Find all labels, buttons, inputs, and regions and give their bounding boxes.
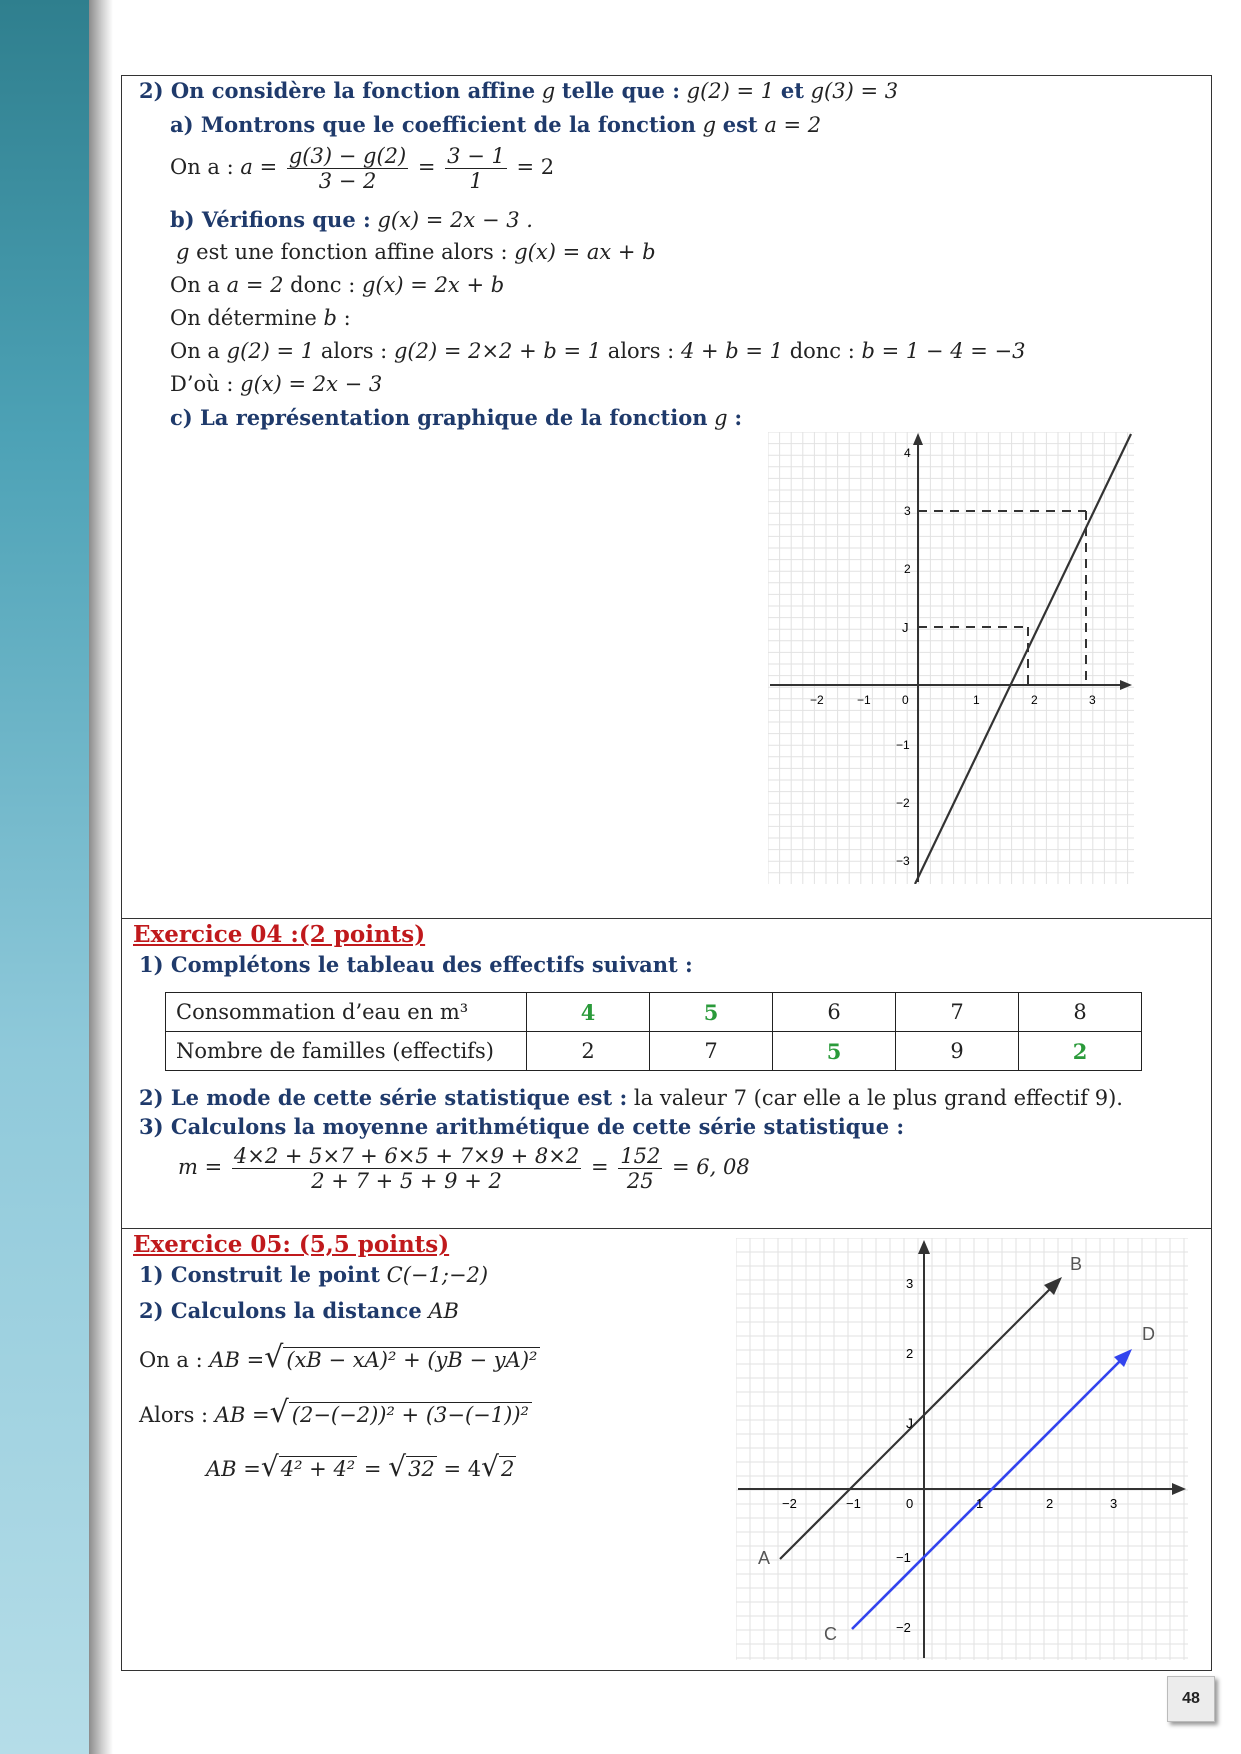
page-number: 48: [1167, 1676, 1215, 1722]
graph1-ytick-m3: −3: [896, 854, 910, 868]
graph1-xtick-minus2: −2: [810, 693, 824, 707]
q2b-l4-e3: 4 + b = 1: [680, 339, 783, 363]
fraction-1-num: g(3) − g(2): [288, 144, 407, 168]
graph1-ytick-m1: −1: [896, 738, 910, 752]
sqrt-sign: √: [388, 1450, 407, 1483]
mean-fraction-2-den: 25: [626, 1169, 654, 1193]
q2c-label: c) La représentation graphique de la fonction: [170, 405, 708, 430]
graph2-ytick-m1: −1: [896, 1550, 911, 1565]
func-g: g: [702, 113, 717, 137]
q2b-line5: [170, 372, 382, 396]
func-g: g: [541, 79, 556, 103]
ex5-q2-text: 2) Calculons la distance: [139, 1298, 422, 1323]
table-cell: 6: [773, 993, 896, 1032]
q2-cond2: g(3) = 3: [810, 79, 899, 103]
ex5-l2-radicand: (2−(−2))² + (3−(−1))²: [289, 1402, 532, 1427]
q2b-expr: g(x) = 2x − 3 .: [377, 208, 533, 232]
mean-fraction-den: 2 + 7 + 5 + 9 + 2: [311, 1169, 502, 1193]
q2b-l4-alors2: alors :: [607, 339, 675, 363]
ex5-l1: [139, 1340, 540, 1375]
q2b-l2-donc: donc :: [290, 273, 356, 297]
sqrt-sign: √: [481, 1450, 499, 1483]
ex5-l2-lhs: AB =: [214, 1403, 270, 1427]
q2b-line2: [170, 273, 504, 297]
q2b-l5-text: D’où :: [170, 372, 234, 396]
q2b-l5-expr: g(x) = 2x − 3: [240, 372, 383, 396]
table-cell: 2: [1019, 1032, 1142, 1071]
eq-sign: =: [363, 1457, 382, 1481]
ex5-l2: [139, 1395, 532, 1430]
graph1-ytick-3: 3: [904, 504, 911, 518]
point-label-b: B: [1070, 1254, 1083, 1274]
q2a-est: est: [722, 112, 758, 137]
ex5-title: [133, 1231, 449, 1258]
q2-cond1: g(2) = 1: [686, 79, 775, 103]
mean-fraction-2: [618, 1144, 662, 1193]
q2a-value: a = 2: [764, 113, 822, 137]
graph2-xtick-m1: −1: [846, 1496, 861, 1511]
table-cell: 9: [896, 1032, 1019, 1071]
table-cell: 2: [527, 1032, 650, 1071]
point-label-a: A: [758, 1548, 771, 1568]
q2b-l4-e1: g(2) = 1: [226, 339, 315, 363]
sqrt-sign: √: [264, 1340, 284, 1375]
q2a-label: a) Montrons que le coefficient de la fonction: [170, 112, 696, 137]
ex5-q1-point: C(−1;−2): [386, 1263, 489, 1287]
ex4-q3-label: 3) Calculons la moyenne arithmétique de cette série statistique :: [139, 1114, 905, 1139]
ex4-q3: [139, 1114, 904, 1139]
graph2-xtick-2: 2: [1046, 1496, 1054, 1511]
graph1-xtick-2: 2: [1031, 693, 1038, 707]
q2a-line: [170, 112, 821, 137]
ex5-q2-ab: AB: [428, 1299, 459, 1323]
graph1-xtick-0: 0: [902, 693, 909, 707]
ex4-q2-label: 2) Le mode de cette série statistique est :: [139, 1085, 628, 1110]
q2b-l3-colon: :: [343, 306, 351, 330]
q2a-ona: On a :: [170, 155, 234, 179]
q2-telle-que: telle que :: [561, 78, 680, 103]
graph2-y-arrow: [918, 1240, 930, 1254]
graph2-ytick-3: 3: [906, 1276, 914, 1291]
fraction-1: [287, 144, 408, 193]
q2c-line: [170, 405, 742, 430]
table-cell: 7: [650, 1032, 773, 1071]
ex5-title-text: Exercice 05: (5,5 points): [133, 1231, 450, 1258]
q2b-label: b) Vérifions que :: [170, 207, 371, 232]
graph1-grid: [768, 432, 1134, 884]
fraction-2: [445, 144, 507, 193]
q2a-result: = 2: [516, 155, 555, 179]
q2b-l2-expr: g(x) = 2x + b: [361, 273, 505, 297]
q2a-a-eq: a =: [240, 155, 278, 179]
q2b-l4-alors: alors :: [320, 339, 388, 363]
ex5-l3-radicand3: 2: [500, 1457, 515, 1481]
graph2-ytick-2: 2: [906, 1346, 914, 1361]
table-row: [166, 1032, 1142, 1071]
q2b-l4-text: On a: [170, 339, 220, 363]
graph1-ytick-2: 2: [904, 562, 911, 576]
graph1-ytick-j: J: [902, 620, 909, 635]
table-row: [166, 993, 1142, 1032]
q2b-l2-text: On a: [170, 273, 220, 297]
q2b-l3-b: b: [323, 306, 337, 330]
table-cell: 5: [650, 993, 773, 1032]
q2b-l4-e4: b = 1 − 4 = −3: [861, 339, 1026, 363]
ex4-q2: [139, 1085, 1123, 1110]
table-cell: 8: [1019, 993, 1142, 1032]
q2b-line3: [170, 306, 351, 330]
func-g: g: [714, 406, 728, 430]
side-band-shadow: [89, 0, 113, 1754]
q2b-l4-donc: donc :: [789, 339, 855, 363]
table-row-head: Consommation d’eau en m³: [166, 993, 527, 1032]
ex4-q1-text: 1) Complétons le tableau des effectifs suivant :: [139, 952, 693, 977]
q2a-calc: [170, 144, 554, 193]
ex4-title-text: Exercice 04 :(2 points): [133, 921, 426, 948]
graph1-xtick-1: 1: [973, 693, 980, 707]
sqrt-sign: √: [260, 1450, 279, 1483]
q2b-line4: [170, 339, 1025, 363]
graph2-xtick-0: 0: [906, 1496, 914, 1511]
graph2-xtick-3: 3: [1110, 1496, 1118, 1511]
ex4-q2-text: la valeur 7 (car elle a le plus grand effectif 9).: [633, 1086, 1123, 1110]
q2b-line: [170, 207, 533, 232]
graph2-ytick-j: J: [906, 1415, 913, 1431]
q2-title: 2) On considère la fonction affine: [139, 78, 536, 103]
graph2-xtick-1: 1: [976, 1496, 984, 1511]
q2b-line1: [176, 240, 656, 264]
table-cell: 4: [527, 993, 650, 1032]
ex5-l1-lhs: AB =: [209, 1348, 265, 1372]
ex4-q1: [139, 952, 693, 977]
ex5-l3-radicand1: 4² + 4²: [280, 1457, 356, 1481]
mean-result: = 6, 08: [672, 1155, 750, 1179]
mean-fraction-num: 4×2 + 5×7 + 6×5 + 7×9 + 8×2: [233, 1144, 580, 1168]
graph-affine-function: [768, 432, 1134, 884]
ex5-l1-radicand: (xB − xA)² + (yB − yA)²: [283, 1347, 540, 1372]
ex5-q2: [139, 1298, 459, 1323]
ex5-l1-text: On a :: [139, 1348, 203, 1372]
table-cell: 7: [896, 993, 1019, 1032]
table-row-head: Nombre de familles (effectifs): [166, 1032, 527, 1071]
eq-sign: =: [590, 1155, 609, 1179]
graph2-grid: [736, 1238, 1188, 1660]
q2c-colon: :: [734, 405, 743, 430]
fraction-2-num: 3 − 1: [447, 144, 505, 168]
ex5-l3-eq2: = 4: [443, 1457, 482, 1481]
q2-et: et: [780, 78, 804, 103]
mean-fraction-2-num: 152: [620, 1144, 661, 1168]
mean-fraction: [232, 1144, 581, 1193]
graph2-ytick-m2: −2: [896, 1620, 911, 1635]
q2-title-line: [139, 78, 898, 103]
ex5-l3-radicand2: 32: [408, 1457, 435, 1481]
sqrt-sign: √: [269, 1395, 289, 1430]
q2b-l3-text: On détermine: [170, 306, 317, 330]
q2b-l1-expr: g(x) = ax + b: [514, 240, 656, 264]
ex4-title: [133, 921, 425, 948]
graph1-xtick-3: 3: [1089, 693, 1096, 707]
graph1-ytick-m2: −2: [896, 796, 910, 810]
func-g: g: [176, 240, 190, 264]
graph1-xtick-minus1: −1: [857, 693, 871, 707]
ex5-q1: [139, 1262, 488, 1287]
frequency-table: [165, 992, 1142, 1071]
q2b-l4-e2: g(2) = 2×2 + b = 1: [393, 339, 602, 363]
graph1-ytick-4: 4: [904, 446, 911, 460]
ex5-l3: [206, 1450, 516, 1483]
graph1-x-arrow: [1120, 680, 1132, 690]
q2b-l2-a: a = 2: [226, 273, 284, 297]
ex5-l2-text: Alors :: [139, 1403, 209, 1427]
graph1-y-arrow: [913, 433, 923, 445]
ex5-l3-lhs: AB =: [206, 1457, 261, 1481]
point-label-c: C: [824, 1624, 837, 1644]
side-band: [0, 0, 89, 1754]
graph-vectors: [736, 1238, 1188, 1660]
table-cell: 5: [773, 1032, 896, 1071]
eq-sign: =: [417, 155, 436, 179]
fraction-2-den: 1: [469, 169, 483, 193]
mean-m-eq: m =: [178, 1155, 223, 1179]
ex5-q1-text: 1) Construit le point: [139, 1262, 380, 1287]
point-label-d: D: [1142, 1324, 1155, 1344]
ex4-mean-calc: [178, 1144, 750, 1193]
fraction-1-den: 3 − 2: [318, 169, 377, 193]
q2b-l1-text: est une fonction affine alors :: [196, 240, 508, 264]
graph2-xtick-m2: −2: [782, 1496, 797, 1511]
